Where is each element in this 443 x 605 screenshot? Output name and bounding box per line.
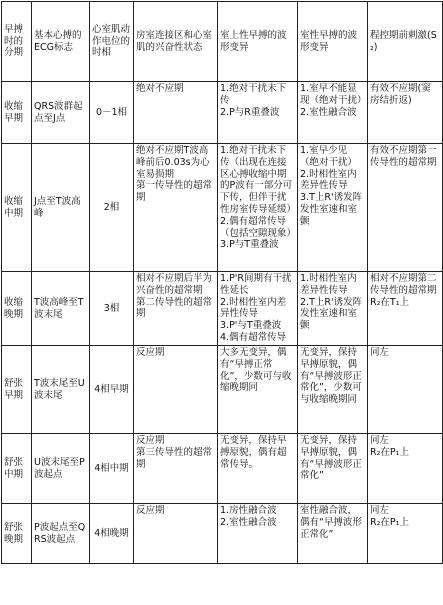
cell-supraventricular	[218, 82, 298, 144]
cell-line: R₂在T₁上	[370, 296, 410, 308]
cell-ventricular	[298, 504, 368, 564]
header-supraventricular-variation: 室上性早搏的波形变异	[218, 2, 298, 82]
cell-line: 相对不应期后半为兴奋性的超常期	[136, 273, 213, 296]
cell-ecg-marker: U波末尾至P波起点	[32, 434, 90, 504]
cell-line: 4.偶有超常传导	[220, 331, 287, 343]
cell-line: R₂在P₁上	[370, 446, 409, 458]
cell-phase: 舒张晚期	[2, 504, 32, 564]
cell-line: 室性融合波，偶有“早搏波形正常化”	[300, 505, 362, 540]
cell-line: 2.偶有超常传导（包括空隙现象）	[220, 215, 297, 239]
cell-line: 同左	[370, 505, 390, 516]
cell-supraventricular	[218, 346, 298, 434]
cell-line: 第一传导性的超常期	[136, 180, 213, 204]
cell-programmed	[368, 144, 443, 272]
cell-supraventricular	[218, 144, 298, 272]
cell-ventricular	[298, 144, 368, 272]
table-row	[2, 346, 443, 434]
cell-supraventricular	[218, 434, 298, 504]
header-ventricular-variation: 室性早搏的波形变异	[298, 2, 368, 82]
cell-line: 第三传导性的超常期	[136, 446, 213, 470]
cell-state	[134, 434, 218, 504]
cell-line: 相对不应期第二传导性的超常期	[370, 273, 437, 296]
cell-line: 3.P与T重叠波	[220, 239, 279, 251]
cell-line: 1.房性融合波	[220, 505, 277, 516]
cell-ecg-marker: QRS波群起点至J点	[32, 82, 90, 144]
header-phase: 早搏时的分期	[2, 2, 32, 82]
cell-ecg-marker: J点至T波高峰	[32, 144, 90, 272]
cell-state	[134, 346, 218, 434]
cell-action-potential: 2相	[90, 144, 134, 272]
cell-programmed	[368, 504, 443, 564]
cell-action-potential: 4相中期	[90, 434, 134, 504]
cell-line: 2.时相性室内差异性传导	[220, 296, 287, 320]
cell-state	[134, 144, 218, 272]
cell-line: 同左	[370, 347, 390, 358]
cell-ecg-marker: T波末尾至U波末尾	[32, 346, 90, 434]
cell-line: 同左	[370, 435, 390, 446]
cell-line: 有效不应期第一传导性的超常期	[370, 145, 437, 168]
cell-programmed	[368, 272, 443, 346]
cell-programmed	[368, 82, 443, 144]
cell-action-potential: 3相	[90, 272, 134, 346]
cell-line: 2.T上R'诱发阵发性室速和室颤	[300, 296, 363, 332]
cell-line: 1.绝对干扰未下传（出现在连接区心搏收缩中期的P波有一部分可下传，但伴干扰性房室传导延缓）	[220, 145, 297, 215]
cell-line: 反应期	[136, 435, 165, 446]
header-row	[2, 2, 443, 82]
table-row	[2, 272, 443, 346]
cell-line: 1.绝对干扰未下传	[220, 83, 287, 106]
cell-line: 反应期	[136, 347, 165, 358]
cell-ecg-marker: P波起点至QRS波起点	[32, 504, 90, 564]
cell-line: 1.P'R间期有干扰性延长	[220, 273, 292, 296]
table-row	[2, 434, 443, 504]
cell-line: 大多无变异，偶有“早搏正常化”，少数可与收缩晚期同	[220, 347, 292, 394]
cell-phase: 收缩早期	[2, 82, 32, 144]
cell-phase: 收缩中期	[2, 144, 32, 272]
cell-action-potential: 4相早期	[90, 346, 134, 434]
cell-programmed	[368, 346, 443, 434]
cell-supraventricular	[218, 504, 298, 564]
cell-line: 无变异，保持早搏原貌，偶有“早搏波形正常化”，少数可与收缩晚期同	[300, 347, 362, 406]
cell-state	[134, 272, 218, 346]
cell-state	[134, 82, 218, 144]
header-excitability-state: 房室连接区和心室肌的兴奋性状态	[134, 2, 218, 82]
cell-ecg-marker: T波高峰至T波末尾	[32, 272, 90, 346]
cell-line: 3.P'与T重叠波	[220, 320, 282, 332]
cell-line: 3.T上R'诱发阵发性室速和室颤	[300, 192, 363, 227]
cell-ventricular	[298, 434, 368, 504]
cell-phase: 收缩晚期	[2, 272, 32, 346]
header-programmed-stimulation: 程控期前刺激(S₂)	[368, 2, 443, 82]
cell-line: 1.时相性室内差异性传导	[300, 273, 357, 296]
cell-line: 有效不应期(窦房结折返)	[370, 83, 431, 106]
cell-line: 无变异，保持早搏原貌，偶有超常传导。	[220, 435, 287, 470]
cell-line: 反应期	[136, 505, 165, 516]
cell-line: 第二传导性的超常期	[136, 296, 213, 320]
cell-phase: 舒张中期	[2, 434, 32, 504]
ecg-premature-beat-table	[1, 1, 443, 564]
cell-ventricular	[298, 346, 368, 434]
cell-line: 绝对不应期T波高峰前后0.03s为心室易损期	[136, 145, 210, 180]
cell-line: 绝对不应期	[136, 83, 184, 94]
table-row	[2, 82, 443, 144]
cell-line: 1.室早少见（绝对干扰）	[300, 145, 358, 168]
cell-line: 无变异，保持早搏原貌，偶有“早搏波形正常化”	[300, 435, 362, 482]
cell-phase: 舒张早期	[2, 346, 32, 434]
cell-line: 1.室早不能显现（绝对干扰）2.室性融合波	[300, 83, 362, 118]
cell-action-potential: 4相晚期	[90, 504, 134, 564]
header-ecg-marker: 基本心搏的ECG标志	[32, 2, 90, 82]
cell-programmed	[368, 434, 443, 504]
cell-line: R₂在P₁上	[370, 516, 409, 528]
cell-state	[134, 504, 218, 564]
cell-line: 2.室性融合波	[220, 516, 277, 528]
header-action-potential-phase: 心室肌动作电位的时相	[90, 2, 134, 82]
table-row	[2, 144, 443, 272]
cell-action-potential: 0－1相	[90, 82, 134, 144]
cell-ventricular	[298, 272, 368, 346]
cell-ventricular	[298, 82, 368, 144]
cell-supraventricular	[218, 272, 298, 346]
cell-line: 2.时相性室内差异性传导	[300, 168, 357, 192]
cell-line: 2.P与R重叠波	[220, 106, 280, 118]
table-row	[2, 504, 443, 564]
